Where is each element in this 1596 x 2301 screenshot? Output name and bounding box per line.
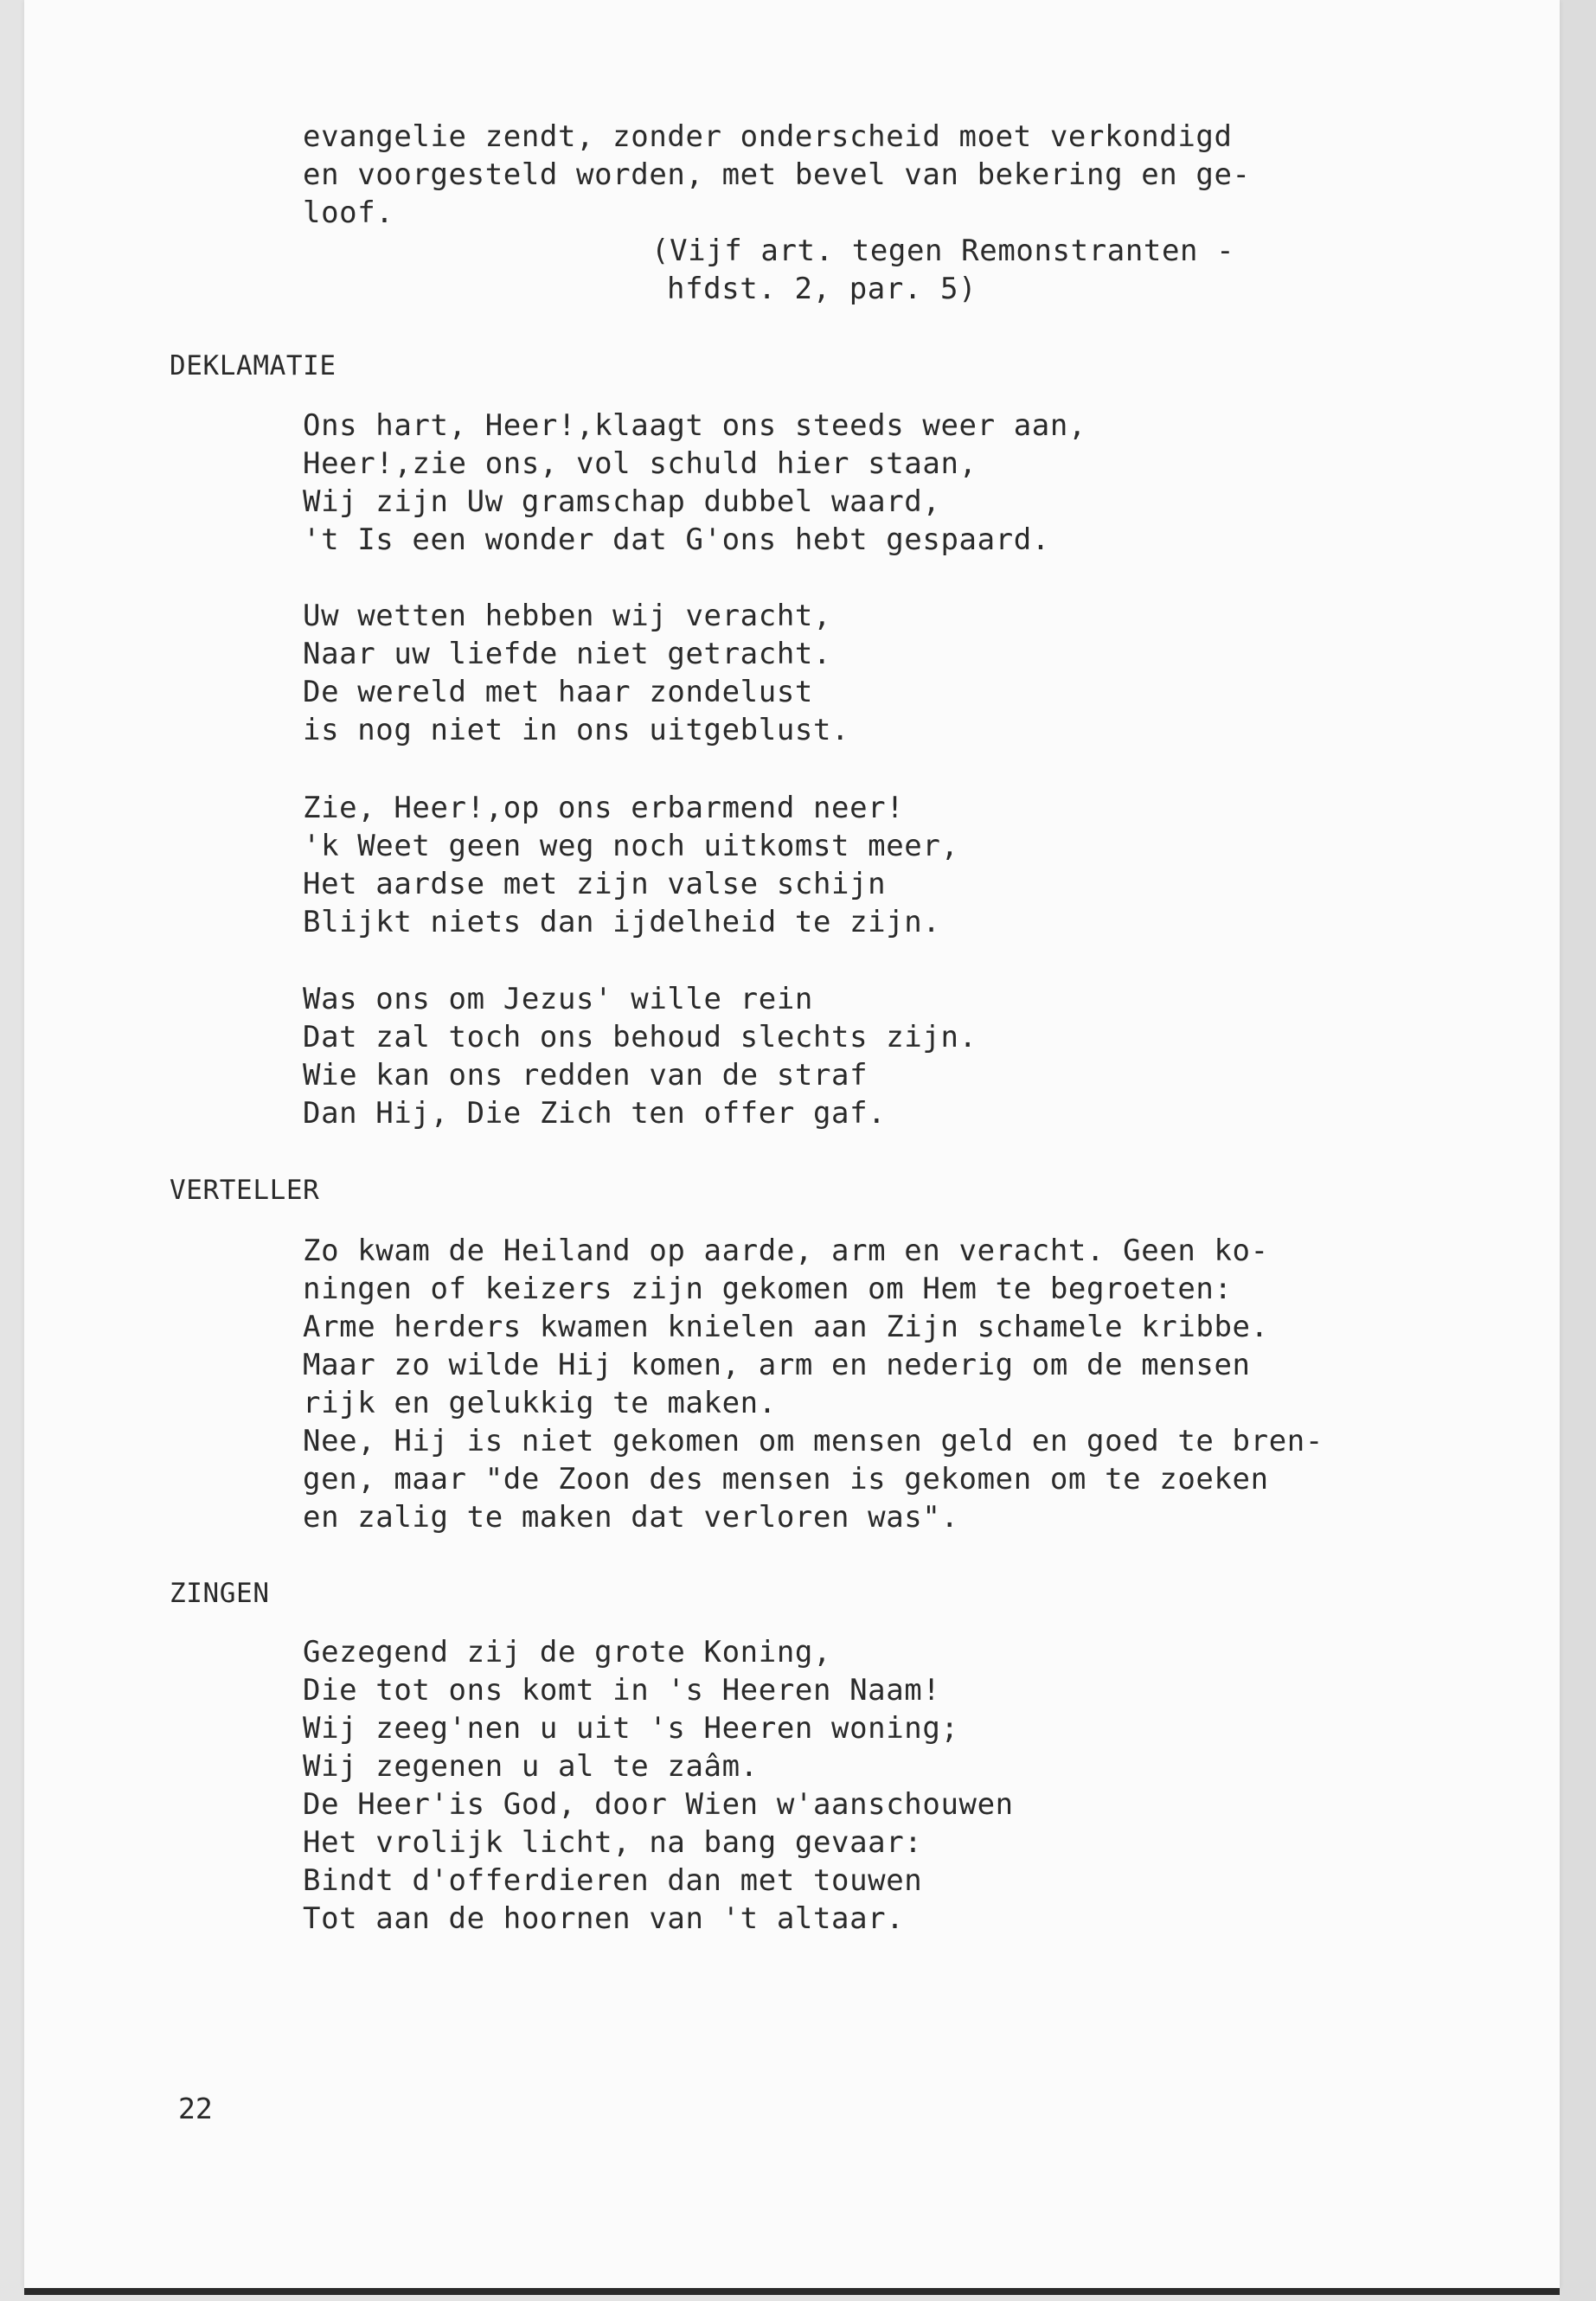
narration-line: Nee, Hij is niet gekomen om mensen geld en goed te bren- bbox=[303, 1424, 1324, 1458]
section-heading-deklamatie: DEKLAMATIE bbox=[170, 350, 337, 381]
scan-bottom-edge bbox=[24, 2288, 1560, 2295]
section-heading-zingen: ZINGEN bbox=[170, 1578, 270, 1609]
song-line: Tot aan de hoornen van 't altaar. bbox=[303, 1901, 905, 1936]
poem-line: Wij zijn Uw gramschap dubbel waard, bbox=[303, 484, 941, 519]
poem-line: Naar uw liefde niet getracht. bbox=[303, 637, 832, 671]
poem-line: Het aardse met zijn valse schijn bbox=[303, 867, 887, 901]
narration-line: ningen of keizers zijn gekomen om Hem te begroeten: bbox=[303, 1272, 1233, 1306]
intro-line-2: en voorgesteld worden, met bevel van bekering en ge- bbox=[303, 157, 1251, 192]
document-page bbox=[24, 0, 1560, 2288]
poem-line: Ons hart, Heer!,klaagt ons steeds weer aan, bbox=[303, 408, 1086, 443]
song-line: Gezegend zij de grote Koning, bbox=[303, 1635, 832, 1670]
narration-line: Maar zo wilde Hij komen, arm en nederig om de mensen bbox=[303, 1348, 1251, 1382]
narration-line: en zalig te maken dat verloren was". bbox=[303, 1500, 959, 1535]
poem-line: Uw wetten hebben wij veracht, bbox=[303, 599, 832, 633]
poem-line: is nog niet in ons uitgeblust. bbox=[303, 713, 850, 747]
narration-line: gen, maar "de Zoon des mensen is gekomen om te zoeken bbox=[303, 1462, 1269, 1497]
page-number: 22 bbox=[178, 2092, 213, 2125]
citation-line-2: hfdst. 2, par. 5) bbox=[667, 272, 977, 306]
poem-line: Dat zal toch ons behoud slechts zijn. bbox=[303, 1020, 977, 1054]
song-line: Wij zegenen u al te zaâm. bbox=[303, 1749, 759, 1784]
song-line: Die tot ons komt in 's Heeren Naam! bbox=[303, 1673, 941, 1708]
poem-line: 'k Weet geen weg noch uitkomst meer, bbox=[303, 829, 959, 863]
intro-line-1: evangelie zendt, zonder onderscheid moet verkondigd bbox=[303, 119, 1233, 154]
narration-line: Zo kwam de Heiland op aarde, arm en veracht. Geen ko- bbox=[303, 1234, 1269, 1268]
song-line: Het vrolijk licht, na bang gevaar: bbox=[303, 1825, 923, 1860]
narration-line: Arme herders kwamen knielen aan Zijn schamele kribbe. bbox=[303, 1310, 1269, 1344]
section-heading-verteller: VERTELLER bbox=[170, 1175, 320, 1206]
song-line: Wij zeeg'nen u uit 's Heeren woning; bbox=[303, 1711, 959, 1746]
poem-line: Was ons om Jezus' wille rein bbox=[303, 982, 813, 1016]
narration-line: rijk en gelukkig te maken. bbox=[303, 1386, 777, 1420]
poem-line: Blijkt niets dan ijdelheid te zijn. bbox=[303, 905, 941, 939]
poem-line: 't Is een wonder dat G'ons hebt gespaard. bbox=[303, 522, 1050, 557]
song-line: De Heer'is God, door Wien w'aanschouwen bbox=[303, 1787, 1014, 1822]
scan-edge bbox=[1560, 0, 1596, 2301]
poem-line: Heer!,zie ons, vol schuld hier staan, bbox=[303, 446, 977, 481]
poem-line: Dan Hij, Die Zich ten offer gaf. bbox=[303, 1096, 887, 1131]
song-line: Bindt d'offerdieren dan met touwen bbox=[303, 1863, 923, 1898]
poem-line: De wereld met haar zondelust bbox=[303, 675, 813, 709]
poem-line: Zie, Heer!,op ons erbarmend neer! bbox=[303, 791, 905, 825]
poem-line: Wie kan ons redden van de straf bbox=[303, 1058, 869, 1093]
citation-line-1: (Vijf art. tegen Remonstranten - bbox=[651, 234, 1235, 268]
intro-line-3: loof. bbox=[303, 195, 394, 230]
